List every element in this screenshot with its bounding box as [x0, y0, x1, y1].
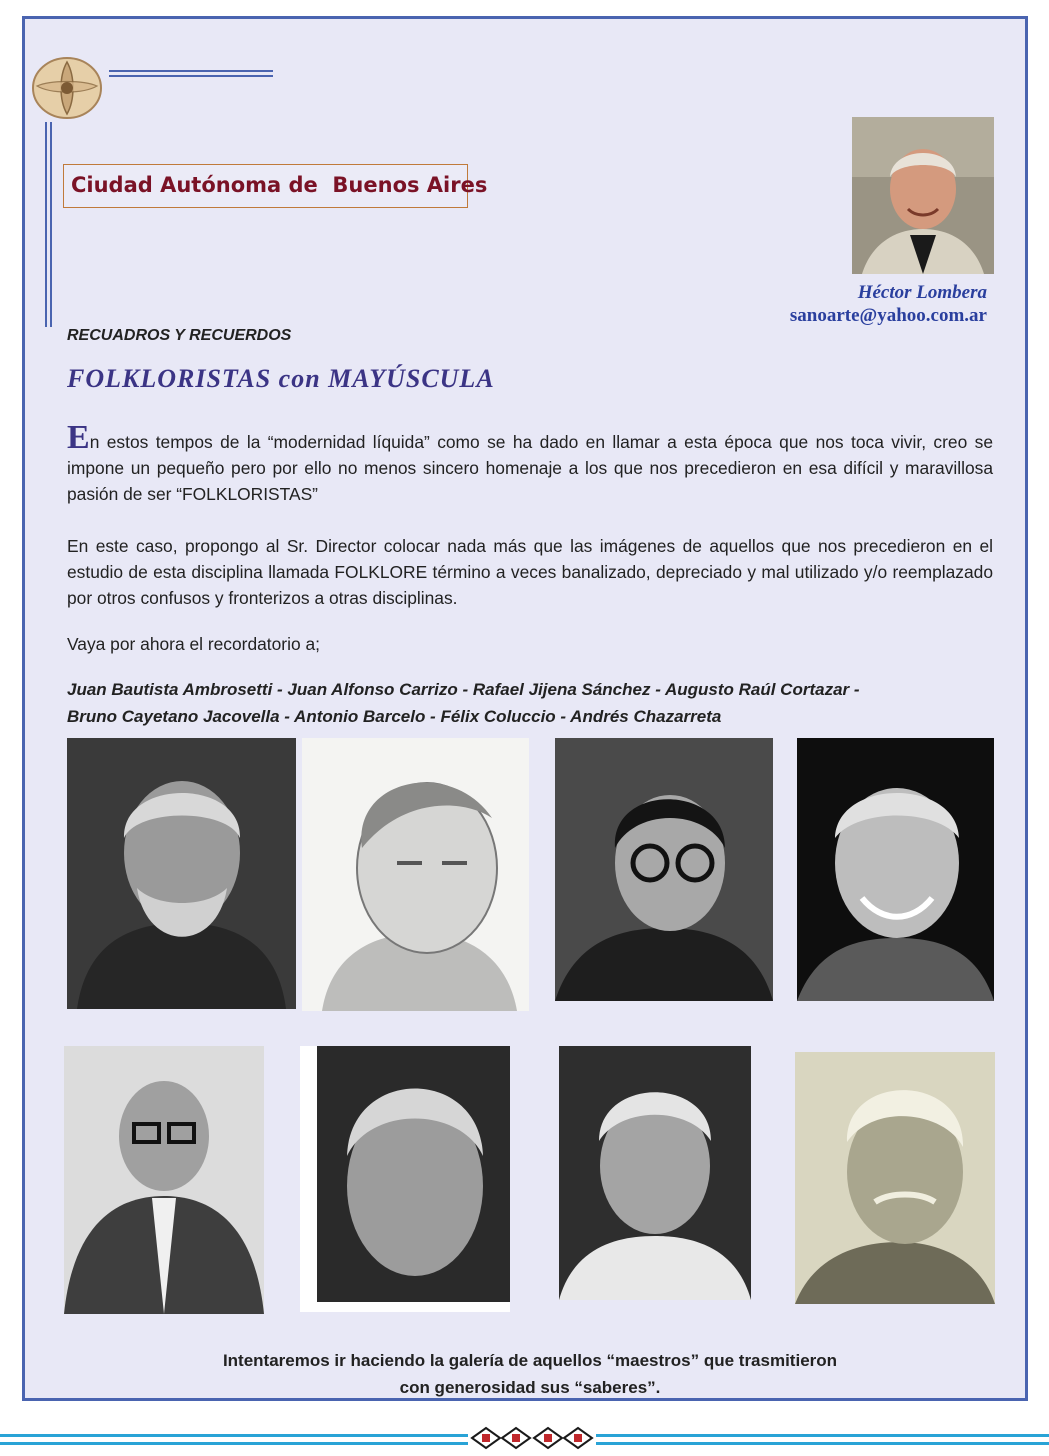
- portrait-7: [559, 1046, 751, 1300]
- portrait-3: [555, 738, 773, 1001]
- folklorist-names: [67, 676, 1007, 730]
- left-rule-2: [50, 122, 52, 327]
- portrait-5: [64, 1046, 264, 1314]
- paragraph-remembrance: Vaya por ahora el recordatorio a;: [67, 634, 320, 654]
- author-email[interactable]: sanoarte@yahoo.com.ar: [789, 305, 987, 326]
- portrait-4: [797, 738, 994, 1001]
- portrait-1: [67, 738, 296, 1009]
- top-rule-2: [109, 75, 273, 77]
- drop-cap: E: [67, 419, 90, 456]
- andean-pattern-icon: [468, 1424, 596, 1452]
- paragraph-intro-text: n estos tempos de la “modernidad líquida” como se ha dado en llamar a esta época que nos toca vivir, creo se impone un pequeño pero por ello no menos sincero homenaje a los que nos precedieron en esa difícil y maravillosa pasión de ser “FOLKLORISTAS”: [67, 432, 993, 504]
- author-photo: [852, 117, 994, 274]
- closing-note: [130, 1347, 930, 1401]
- city-banner: Ciudad Autónoma de Buenos Aires: [63, 164, 468, 208]
- left-rule: [45, 122, 47, 327]
- closing-line-1: Intentaremos ir haciendo la galería de aquellos “maestros” que trasmitieron: [222, 1351, 838, 1370]
- article-title: FOLKLORISTAS con MAYÚSCULA: [67, 364, 495, 393]
- portrait-6: [300, 1046, 510, 1312]
- portrait-2: [302, 738, 529, 1011]
- top-rule: [109, 70, 273, 72]
- closing-line-2: con generosidad sus “saberes”.: [399, 1378, 661, 1397]
- shell-logo-icon: [31, 56, 103, 120]
- paragraph-proposal: En este caso, propongo al Sr. Director colocar nada más que las imágenes de aquellos que nos precedieron en el estudio de esta disciplina llamada FOLKLORE término a veces banalizado, depreciado y mal utilizado y/o reemplazado por otros confusos y fronterizos a otras disciplinas.: [67, 536, 993, 608]
- names-line-2: Bruno Cayetano Jacovella - Antonio Barcelo - Félix Coluccio - Andrés Chazarreta: [67, 707, 722, 726]
- section-heading: RECUADROS Y RECUERDOS: [67, 327, 292, 344]
- portrait-8: [795, 1052, 995, 1304]
- names-line-1: Juan Bautista Ambrosetti - Juan Alfonso Carrizo - Rafael Jijena Sánchez - Augusto Raúl Cortazar -: [67, 680, 860, 699]
- author-name: Héctor Lombera: [857, 282, 987, 303]
- paragraph-intro: [67, 419, 993, 507]
